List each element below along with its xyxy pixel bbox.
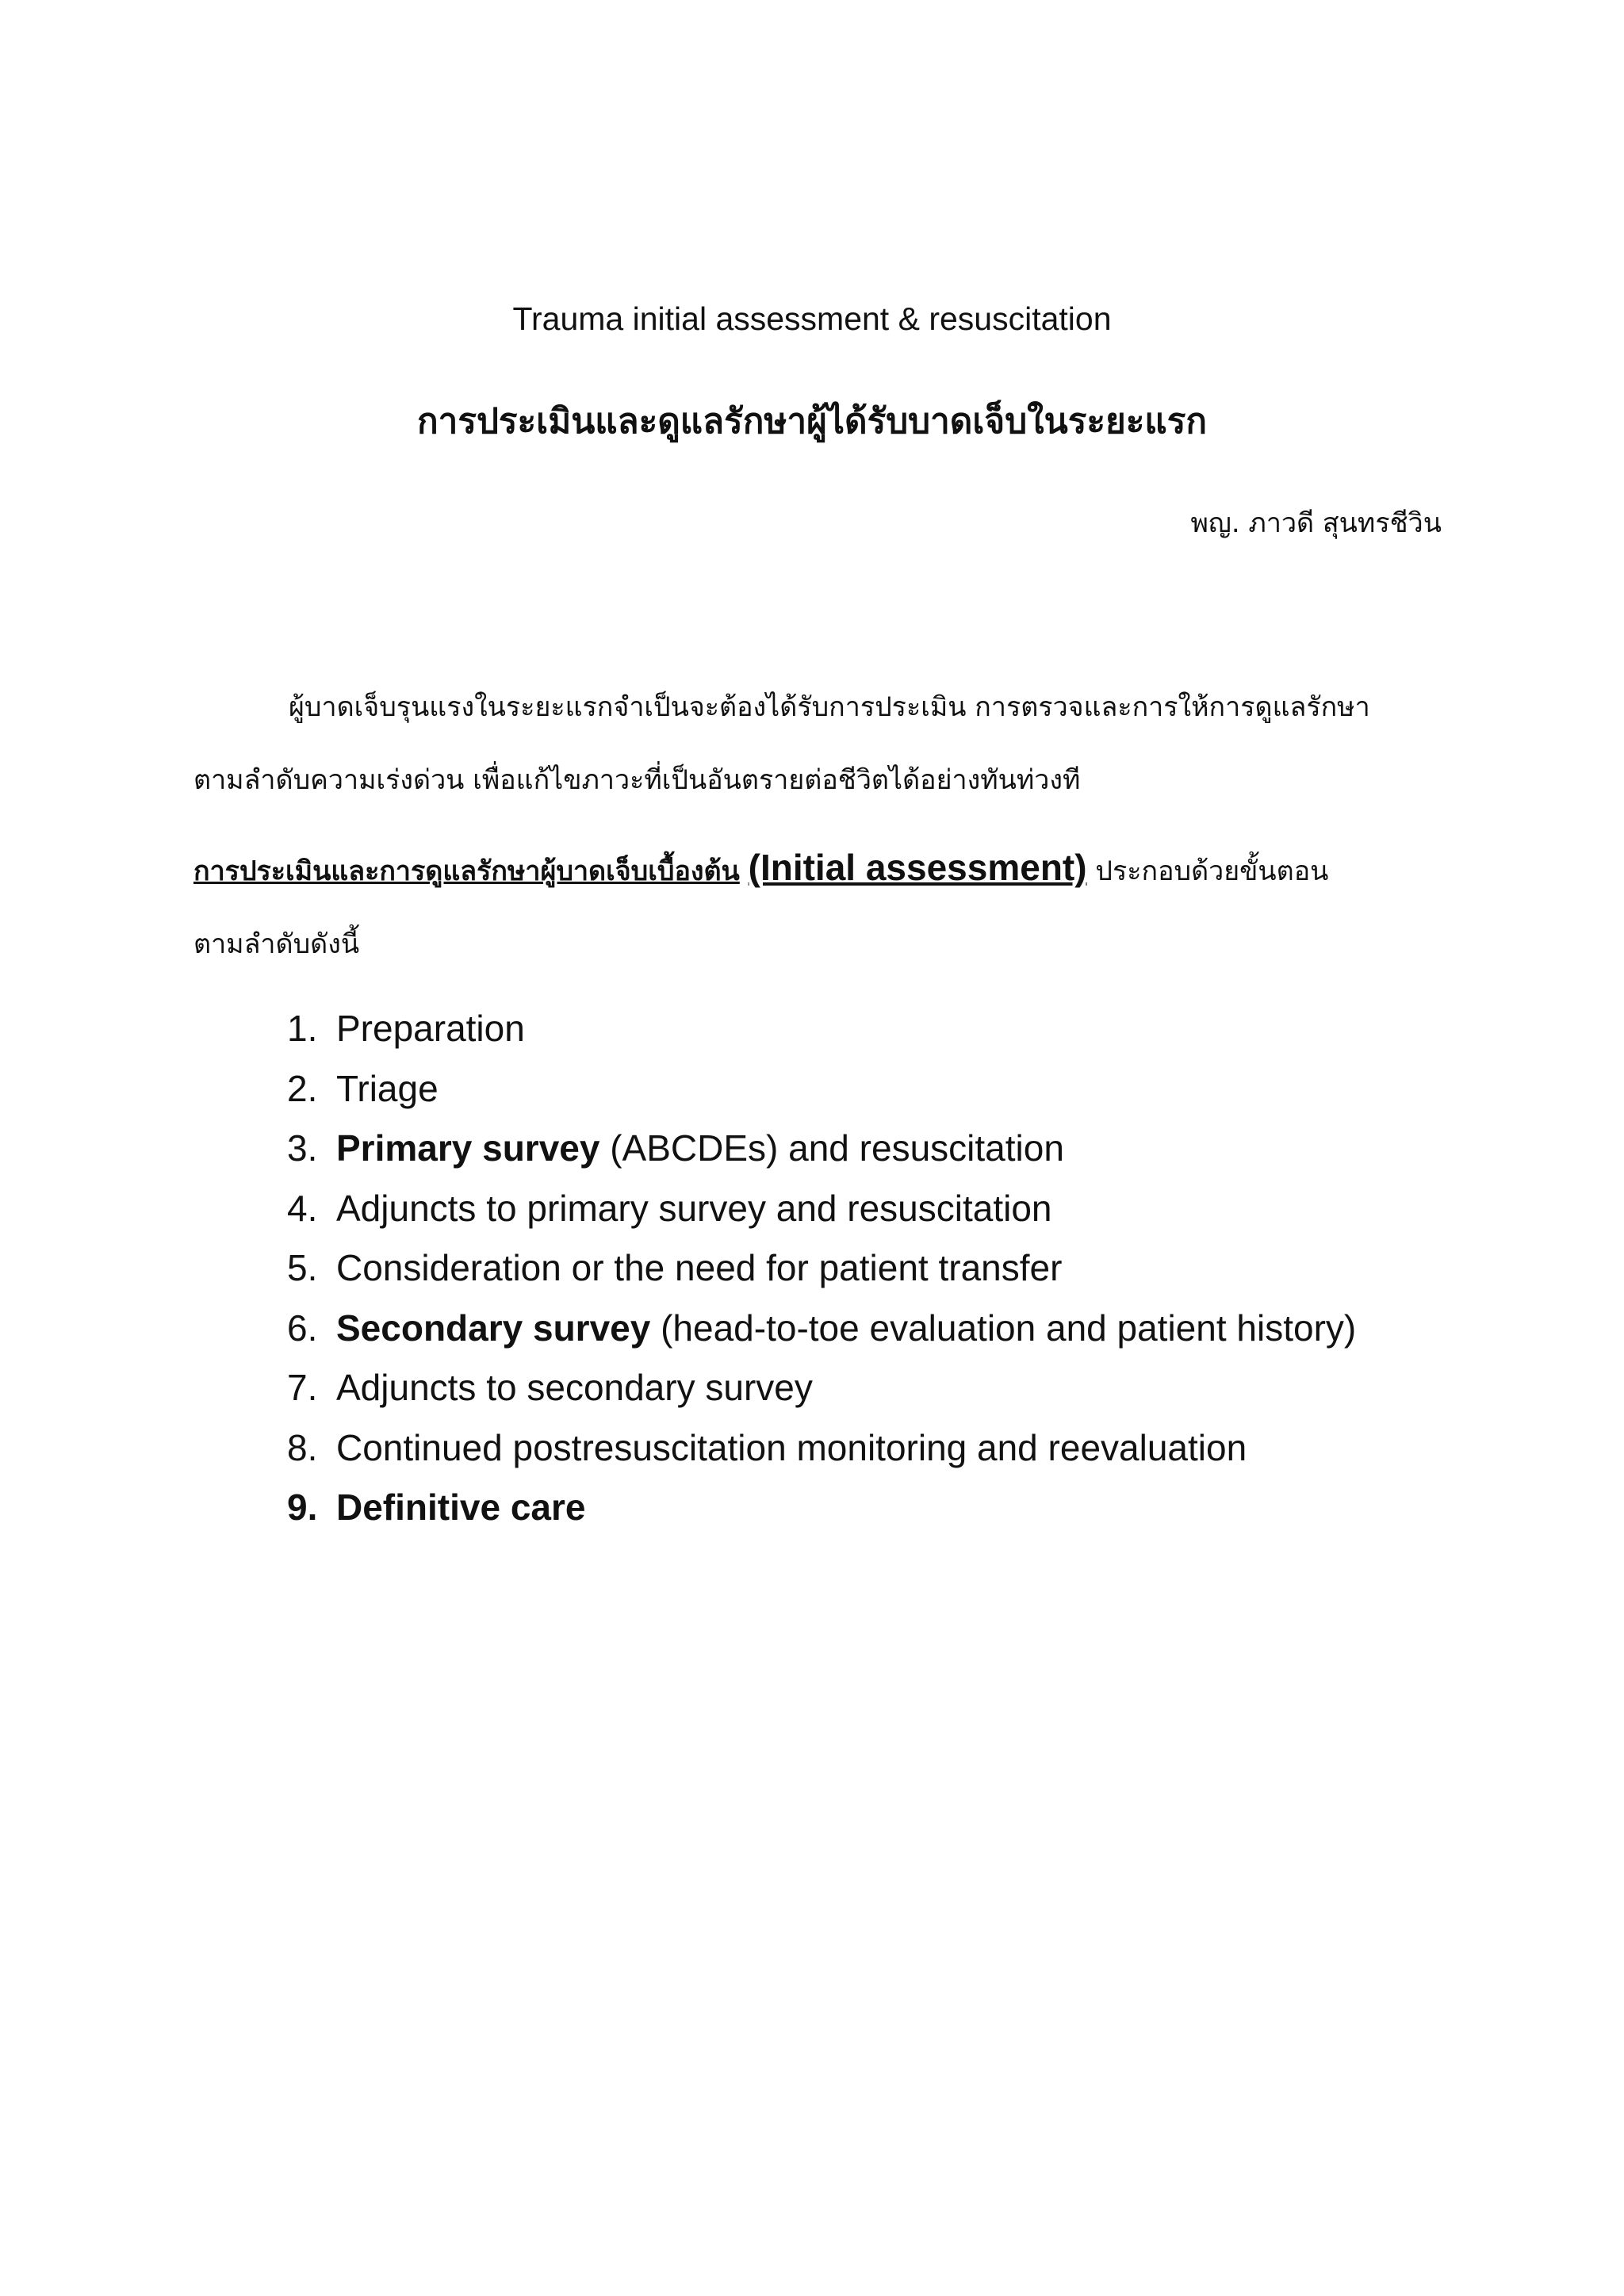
step-text: (head-to-toe evaluation and patient history) <box>650 1307 1357 1349</box>
list-item <box>287 1238 1356 1299</box>
section-line-1 <box>193 831 1431 908</box>
section-line-2: ตามลำดับดังนี้ <box>193 928 360 960</box>
list-item <box>287 1179 1356 1239</box>
section-heading-english: (Initial assessment) <box>748 847 1087 888</box>
step-number: 1. <box>287 1008 318 1049</box>
step-text: Continued postresuscitation monitoring and reevaluation <box>336 1426 1247 1468</box>
step-text: Adjuncts to primary survey and resuscitation <box>336 1187 1052 1229</box>
step-bold-text: Secondary survey <box>336 1307 651 1349</box>
step-text: Consideration or the need for patient transfer <box>336 1247 1063 1288</box>
author-name: พญ. ภาวดี สุนทรชีวิน <box>1190 507 1442 539</box>
list-item <box>287 1119 1356 1179</box>
step-number: 5. <box>287 1247 318 1288</box>
section-paragraph <box>193 831 1431 981</box>
document-title-thai: การประเมินและดูแลรักษาผู้ได้รับบาดเจ็บในระยะแรก <box>416 401 1207 442</box>
step-number: 2. <box>287 1067 318 1109</box>
step-number: 6. <box>287 1307 318 1349</box>
list-item <box>287 1358 1356 1418</box>
step-number: 4. <box>287 1187 318 1229</box>
step-number: 8. <box>287 1426 318 1468</box>
step-bold-text: Definitive care <box>336 1487 586 1528</box>
step-number: 7. <box>287 1367 318 1408</box>
section-continuation: ประกอบด้วยขั้นตอน <box>1095 855 1329 887</box>
document-title-english: Trauma initial assessment & resuscitation <box>512 300 1112 337</box>
step-text: Preparation <box>336 1008 525 1049</box>
list-item <box>287 1059 1356 1119</box>
list-item <box>287 1299 1356 1359</box>
step-number: 9. <box>287 1487 318 1528</box>
step-text: (ABCDEs) and resuscitation <box>599 1127 1064 1169</box>
section-heading-thai: การประเมินและการดูแลรักษาผู้บาดเจ็บเบื้องต้น <box>193 855 740 887</box>
list-item <box>287 999 1356 1059</box>
assessment-steps-list <box>287 999 1356 1538</box>
list-item <box>287 1478 1356 1538</box>
step-text: Adjuncts to secondary survey <box>336 1367 813 1408</box>
intro-line-1: ผู้บาดเจ็บรุนแรงในระยะแรกจำเป็นจะต้องได้รับการประเมิน การตรวจและการให้การดูแลรักษา <box>289 691 1370 723</box>
list-item <box>287 1418 1356 1479</box>
step-number: 3. <box>287 1127 318 1169</box>
step-text: Triage <box>336 1067 439 1109</box>
intro-line-2: ตามลำดับความเร่งด่วน เพื่อแก้ไขภาวะที่เป็นอันตรายต่อชีวิตได้อย่างทันท่วงที <box>193 764 1081 796</box>
intro-paragraph <box>193 671 1431 817</box>
step-bold-text: Primary survey <box>336 1127 600 1169</box>
